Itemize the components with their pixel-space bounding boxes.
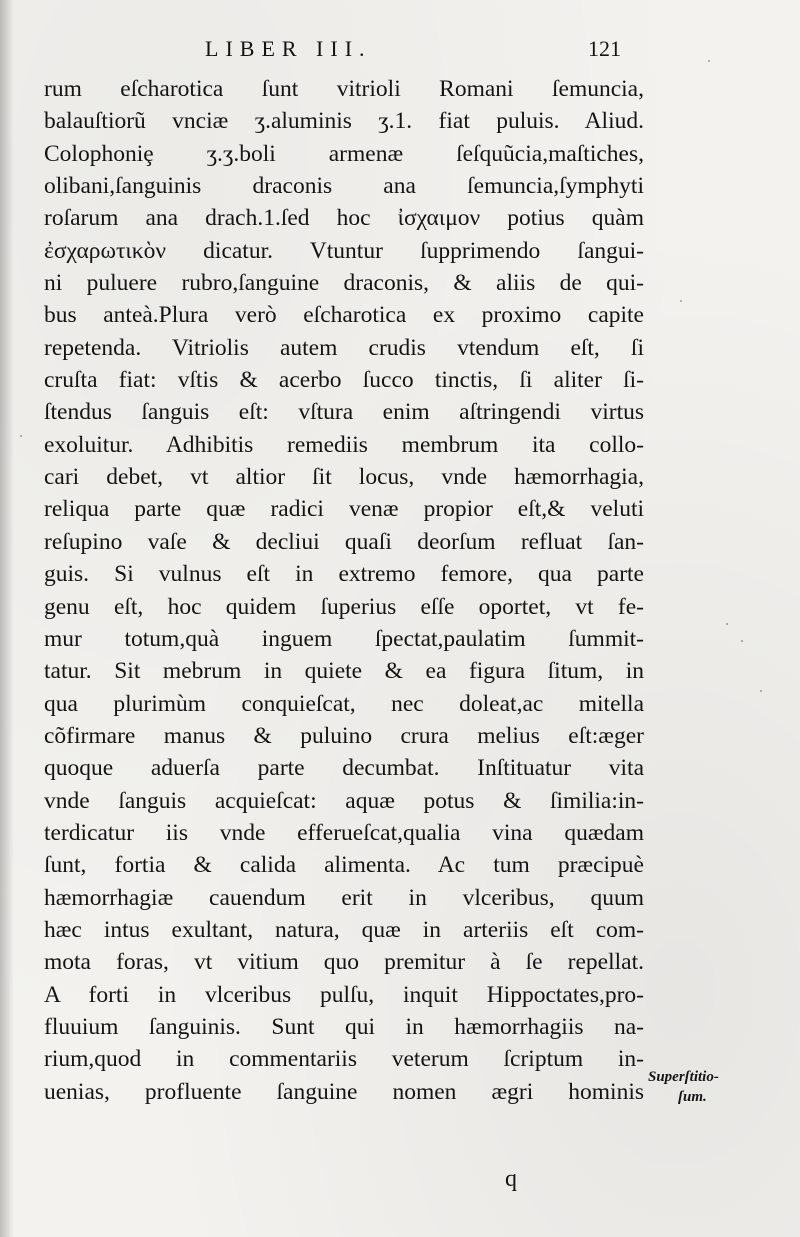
paper-speck xyxy=(680,300,682,302)
text-line: tatur. Sit mebrum in quiete & ea figura ſitum, in xyxy=(44,658,644,685)
text-line: mota foras, vt vitium quo premitur à ſe repellat. xyxy=(44,949,644,976)
signature-mark: q xyxy=(505,1166,517,1192)
text-line: hæc intus exultant, natura, quæ in arteriis eſt com- xyxy=(44,916,644,943)
text-line: reſupino vaſe & decliui quaſi deorſum refluat ſan- xyxy=(44,528,644,555)
text-line: cari debet, vt altior ſit locus, vnde hæmorrhagia, xyxy=(44,464,644,491)
text-line: guis. Si vulnus eſt in extremo femore, qua parte xyxy=(44,561,644,588)
paper-speck xyxy=(708,60,710,62)
gutter-shadow xyxy=(0,0,14,1237)
text-line: mur totum,quà inguem ſpectat,paulatim ſummit- xyxy=(44,625,644,652)
text-line: quoque aduerſa parte decumbat. Inſtituatur vita xyxy=(44,755,644,782)
text-line: bus anteà.Plura verò eſcharotica ex proximo capite xyxy=(44,302,644,329)
running-head: LIBER III. xyxy=(205,36,372,61)
page-header xyxy=(0,36,800,66)
text-line: ſtendus ſanguis eſt: vſtura enim aſtringendi virtus xyxy=(44,399,644,426)
text-line: cõfirmare manus & puluino crura melius eſt:æger xyxy=(44,722,644,749)
text-line: repetenda. Vitriolis autem crudis vtendum eſt, ſi xyxy=(44,334,644,361)
text-line: genu eſt, hoc quidem ſuperius eſſe oportet, vt fe- xyxy=(44,593,644,620)
paper-speck xyxy=(741,640,743,642)
text-line: ἐσχαρωτικὸν dicatur. Vtuntur ſupprimendo ſangui- xyxy=(44,237,644,264)
text-line: ni puluere rubro,ſanguine draconis, & aliis de qui- xyxy=(44,270,644,297)
text-line: ſunt, fortia & calida alimenta. Ac tum præcipuè xyxy=(44,852,644,879)
text-line: Colophoniȩ ʒ.ʒ.boli armenæ ſeſquũcia,maſtiches, xyxy=(44,140,644,167)
text-line: fluuium ſanguinis. Sunt qui in hæmorrhagiis na- xyxy=(44,1013,644,1040)
text-line: roſarum ana drach.1.ſed hoc ἰσχαιμον potius quàm xyxy=(44,205,644,232)
text-line: vnde ſanguis acquieſcat: aquæ potus & ſimilia:in- xyxy=(44,787,644,814)
text-line: rium,quod in commentariis veterum ſcriptum in- xyxy=(44,1046,644,1073)
paper-speck xyxy=(726,623,728,625)
text-line: qua plurimùm conquieſcat, nec doleat,ac mitella xyxy=(44,690,644,717)
text-line: A forti in vlceribus pulſu, inquit Hippoctates,pro- xyxy=(44,981,644,1008)
marginal-note-line: ſum. xyxy=(678,1089,707,1105)
text-line: balauſtiorũ vnciæ ʒ.aluminis ʒ.1. fiat puluis. Aliud. xyxy=(44,108,644,135)
text-line: hæmorrhagiæ cauendum erit in vlceribus, quum xyxy=(44,884,644,911)
text-line: reliqua parte quæ radici venæ propior eſt,& veluti xyxy=(44,496,644,523)
text-line: terdicatur iis vnde efferueſcat,qualia vina quædam xyxy=(44,819,644,846)
text-line: cruſta fiat: vſtis & acerbo ſucco tinctis, ſi aliter ſi- xyxy=(44,367,644,394)
marginal-note xyxy=(648,1067,719,1107)
page-number: 121 xyxy=(588,36,621,61)
text-line: rum eſcharotica ſunt vitrioli Romani ſemuncia, xyxy=(44,76,644,102)
text-line: exoluitur. Adhibitis remediis membrum ita collo- xyxy=(44,431,644,458)
text-line: olibani,ſanguinis draconis ana ſemuncia,ſymphyti xyxy=(44,173,644,200)
body-text xyxy=(44,73,644,1108)
marginal-note-line: Superſtitio- xyxy=(648,1069,719,1085)
paper-speck xyxy=(760,690,762,692)
text-line: uenias, profluente ſanguine nomen ægri hominis xyxy=(44,1078,644,1105)
paper-speck xyxy=(20,435,22,437)
